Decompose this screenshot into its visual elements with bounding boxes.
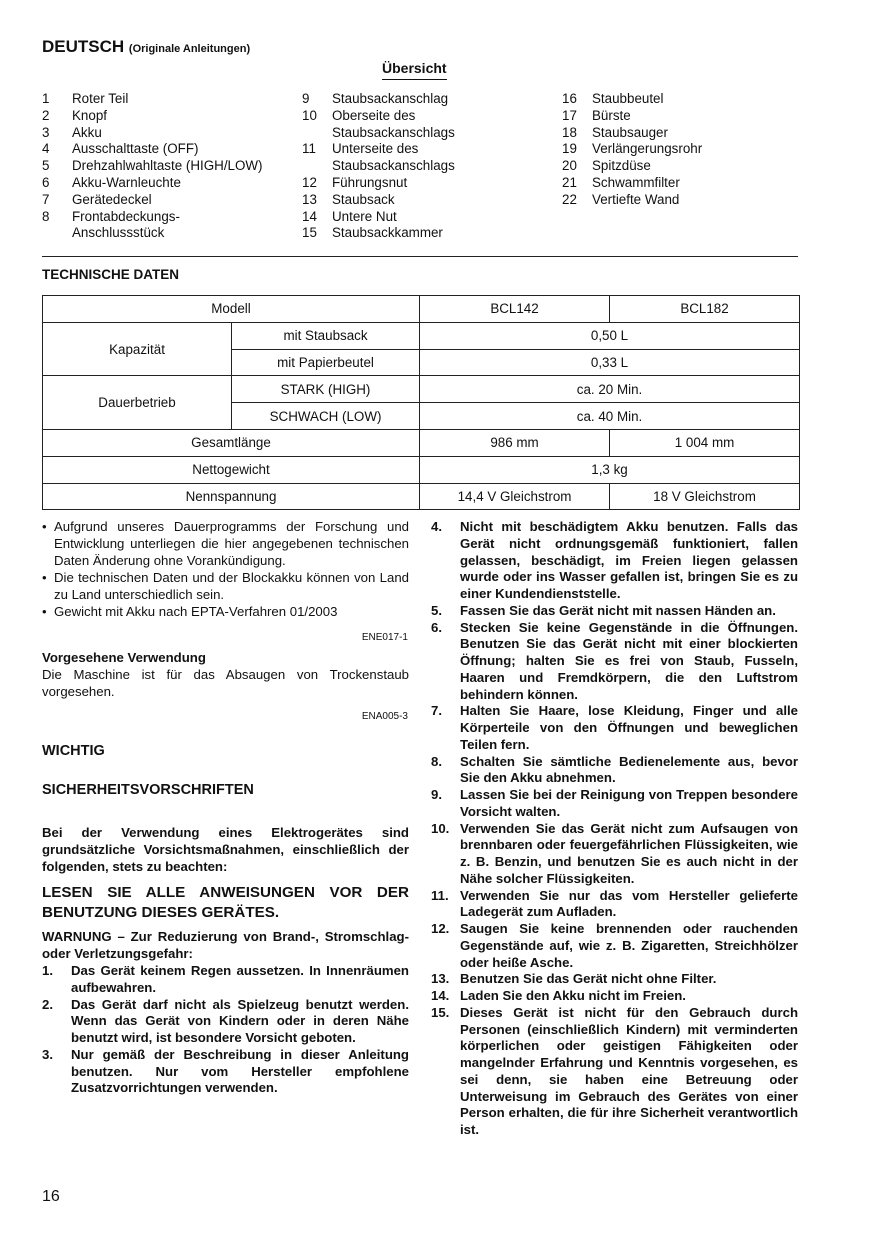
list-item bbox=[42, 570, 409, 604]
item-label: Roter Teil bbox=[72, 91, 129, 106]
list-item bbox=[431, 971, 798, 988]
item-label: Frontabdeckungs- bbox=[72, 208, 180, 224]
item-number: 10. bbox=[431, 820, 450, 836]
list-item bbox=[562, 125, 812, 142]
safety-list-right bbox=[431, 519, 798, 1139]
list-item bbox=[42, 91, 292, 108]
list-item bbox=[562, 141, 812, 158]
item-label: Führungsnut bbox=[332, 174, 408, 190]
list-item bbox=[431, 921, 798, 971]
item-text: Schalten Sie sämtliche Bedienelemente aus, bevor Sie den Akku abnehmen. bbox=[460, 753, 798, 786]
list-item bbox=[302, 158, 552, 175]
table-cell: STARK (HIGH) bbox=[232, 376, 420, 403]
intended-use bbox=[42, 650, 409, 701]
item-number: 21 bbox=[562, 174, 577, 190]
important-heading: WICHTIG bbox=[42, 743, 105, 759]
item-text: Nicht mit beschädigtem Akku benutzen. Falls das Gerät nicht ordnungsgemäß funktioniert, fallen gelassen, beschädigt, im Freien liegen gelassen wurde oder ins Wasser gefallen ist, bringen Sie es zu einer Kundendienststelle. bbox=[460, 519, 798, 601]
list-item bbox=[42, 192, 292, 209]
table-row bbox=[43, 296, 800, 323]
item-number: 7. bbox=[431, 703, 442, 719]
overview-title: Übersicht bbox=[382, 60, 447, 80]
bullet-icon: • bbox=[42, 569, 47, 585]
list-item bbox=[302, 209, 552, 226]
list-item bbox=[42, 997, 409, 1047]
section-divider bbox=[42, 256, 798, 257]
table-cell: ca. 20 Min. bbox=[420, 376, 800, 403]
item-number: 15. bbox=[431, 1004, 450, 1020]
table-cell: 986 mm bbox=[420, 429, 610, 456]
read-all-heading: LESEN SIE ALLE ANWEISUNGEN VOR DER BENUTZUNG DIESES GERÄTES. bbox=[42, 884, 409, 921]
item-label: Staubsackanschlag bbox=[332, 91, 449, 106]
list-item bbox=[302, 125, 552, 142]
list-item bbox=[302, 108, 552, 125]
item-label: Verlängerungsrohr bbox=[592, 141, 703, 157]
list-item bbox=[562, 192, 812, 209]
item-label: Drehzahlwahltaste (HIGH/LOW) bbox=[72, 158, 263, 174]
item-number: 8. bbox=[431, 753, 442, 769]
item-text: Laden Sie den Akku nicht im Freien. bbox=[460, 988, 686, 1003]
item-number: 6 bbox=[42, 174, 50, 190]
safety-intro: Bei der Verwendung eines Elektrogerätes sind grundsätzliche Vorsichtsmaßnahmen, einschließlich der folgenden, stets zu beachten: bbox=[42, 825, 409, 874]
item-number: 6. bbox=[431, 619, 442, 635]
item-text: Das Gerät darf nicht als Spielzeug benutzt werden. Wenn das Gerät von Kindern oder in deren Nähe benutzt wird, ist besondere Vorsicht geboten. bbox=[71, 996, 409, 1045]
item-number: 15 bbox=[302, 225, 317, 241]
list-item bbox=[562, 91, 812, 108]
table-cell: ca. 40 Min. bbox=[420, 403, 800, 430]
item-number bbox=[42, 225, 72, 242]
list-item bbox=[42, 604, 409, 621]
item-number: 16 bbox=[562, 91, 577, 106]
warning-text: WARNUNG – Zur Reduzierung von Brand-, Stromschlag- oder Verletzungsgefahr: bbox=[42, 929, 409, 961]
list-item bbox=[42, 1047, 409, 1097]
item-number: 17 bbox=[562, 107, 577, 123]
item-number: 12. bbox=[431, 921, 450, 936]
table-row bbox=[43, 376, 800, 403]
technical-data-table bbox=[42, 295, 800, 510]
list-item bbox=[562, 108, 812, 125]
item-label: Spitzdüse bbox=[592, 158, 651, 174]
item-number: 3 bbox=[42, 124, 50, 140]
list-item bbox=[42, 519, 409, 570]
list-item bbox=[431, 603, 798, 620]
item-number: 11 bbox=[302, 141, 316, 157]
table-cell: BCL182 bbox=[610, 296, 800, 323]
item-label: Gerätedeckel bbox=[72, 191, 152, 207]
table-row bbox=[43, 429, 800, 456]
reference-code: ENE017-1 bbox=[361, 632, 408, 643]
item-label: Staubsackanschlags bbox=[332, 158, 455, 174]
item-label: Staubsackkammer bbox=[332, 225, 443, 241]
list-item bbox=[562, 158, 812, 175]
item-number: 8 bbox=[42, 208, 50, 224]
item-label: Schwammfilter bbox=[592, 174, 680, 190]
table-cell: Gesamtlänge bbox=[43, 429, 420, 456]
item-number: 14 bbox=[302, 208, 317, 224]
table-cell: 14,4 V Gleichstrom bbox=[420, 483, 610, 510]
item-label: Knopf bbox=[72, 107, 107, 123]
item-text: Benutzen Sie das Gerät nicht ohne Filter. bbox=[460, 971, 717, 987]
list-item bbox=[302, 225, 552, 242]
list-item bbox=[431, 1005, 798, 1139]
overview-column-2 bbox=[302, 91, 552, 242]
language-subtitle: (Originale Anleitungen) bbox=[128, 43, 251, 55]
item-number: 3. bbox=[42, 1046, 53, 1062]
item-text: Das Gerät keinem Regen aussetzen. In Innenräumen aufbewahren. bbox=[71, 963, 409, 995]
table-cell: 1 004 mm bbox=[610, 429, 800, 456]
list-item bbox=[42, 963, 409, 997]
table-row bbox=[43, 483, 800, 510]
item-text: Lassen Sie bei der Reinigung von Treppen besondere Vorsicht walten. bbox=[460, 787, 798, 819]
item-number: 10 bbox=[302, 107, 317, 123]
specification-notes bbox=[42, 519, 409, 620]
item-label: Staubbeutel bbox=[592, 91, 664, 106]
list-item bbox=[302, 175, 552, 192]
list-item bbox=[302, 192, 552, 209]
item-number bbox=[302, 158, 332, 175]
item-text: Dieses Gerät ist nicht für den Gebrauch durch Personen (einschließlich Kindern) mit verminderten körperlichen oder geistigen Fähigkeiten oder mangelnder Erfahrung und Kenntnis vorgesehen, es sei denn, sie haben eine Betreuung oder Unterweisung im Gebrauch des Gerätes von einer Person erhalten, die für ihre Sicherheit verantwortlich ist. bbox=[460, 1004, 798, 1137]
list-item bbox=[302, 141, 552, 158]
list-item bbox=[431, 787, 798, 821]
list-item bbox=[431, 821, 798, 888]
item-number: 12 bbox=[302, 174, 317, 190]
table-cell: Nettogewicht bbox=[43, 456, 420, 483]
table-row bbox=[43, 456, 800, 483]
list-item bbox=[42, 158, 292, 175]
table-cell: mit Papierbeutel bbox=[232, 349, 420, 376]
list-item bbox=[42, 209, 292, 226]
table-cell: 0,33 L bbox=[420, 349, 800, 376]
item-label: Ausschalttaste (OFF) bbox=[72, 141, 199, 157]
list-item bbox=[42, 175, 292, 192]
table-cell: Kapazität bbox=[43, 322, 232, 376]
item-number: 4. bbox=[431, 519, 442, 534]
item-number: 1. bbox=[42, 963, 53, 978]
item-number bbox=[302, 125, 332, 142]
item-text: Halten Sie Haare, lose Kleidung, Finger und alle Körperteile von den Öffnungen und beweglichen Teilen fern. bbox=[460, 703, 798, 752]
section-language-title bbox=[42, 37, 250, 57]
list-item bbox=[562, 175, 812, 192]
item-number: 2 bbox=[42, 107, 50, 123]
item-number: 13 bbox=[302, 191, 317, 207]
list-item bbox=[431, 703, 798, 753]
list-item bbox=[431, 988, 798, 1005]
table-cell: BCL142 bbox=[420, 296, 610, 323]
item-number: 18 bbox=[562, 124, 577, 140]
table-cell: Dauerbetrieb bbox=[43, 376, 232, 430]
safety-list-left bbox=[42, 963, 409, 1097]
item-text: Verwenden Sie nur das vom Hersteller gelieferte Ladegerät zum Aufladen. bbox=[460, 887, 798, 920]
overview-column-1 bbox=[42, 91, 292, 242]
table-cell: 18 V Gleichstrom bbox=[610, 483, 800, 510]
language-label: DEUTSCH bbox=[42, 37, 125, 56]
intended-use-title: Vorgesehene Verwendung bbox=[42, 650, 206, 665]
item-number: 19 bbox=[562, 141, 577, 157]
safety-heading: SICHERHEITSVORSCHRIFTEN bbox=[42, 782, 254, 798]
item-number: 9 bbox=[302, 91, 310, 106]
list-item bbox=[42, 125, 292, 142]
list-item bbox=[431, 888, 798, 922]
intended-use-text: Die Maschine ist für das Absaugen von Trockenstaub vorgesehen. bbox=[42, 666, 409, 699]
table-cell: Modell bbox=[43, 296, 420, 323]
item-number: 13. bbox=[431, 971, 450, 987]
table-cell: mit Staubsack bbox=[232, 322, 420, 349]
table-row bbox=[43, 322, 800, 349]
item-number: 7 bbox=[42, 191, 50, 207]
item-number: 9. bbox=[431, 787, 442, 802]
technical-data-title: TECHNISCHE DATEN bbox=[42, 267, 180, 282]
item-label: Vertiefte Wand bbox=[592, 191, 680, 207]
item-text: Stecken Sie keine Gegenstände in die Öffnungen. Benutzen Sie das Gerät nicht mit einer blockierten Öffnung; halten Sie es frei von Staub, Fusseln, Haaren und Fremdkörpern, die den Luftstrom behindern können. bbox=[460, 619, 798, 702]
item-label: Unterseite des bbox=[332, 141, 419, 157]
list-item bbox=[302, 91, 552, 108]
item-label: Akku-Warnleuchte bbox=[72, 174, 181, 190]
bullet-icon: • bbox=[42, 603, 47, 619]
page-number: 16 bbox=[42, 1188, 60, 1205]
list-item bbox=[431, 519, 798, 603]
item-number: 5. bbox=[431, 602, 442, 618]
table-cell: 1,3 kg bbox=[420, 456, 800, 483]
item-label: Anschlussstück bbox=[72, 225, 165, 241]
item-label: Oberseite des bbox=[332, 107, 416, 123]
list-item bbox=[42, 108, 292, 125]
table-cell: Nennspannung bbox=[43, 483, 420, 510]
item-text: Nur gemäß der Beschreibung in dieser Anleitung benutzen. Nur vom Hersteller empfohlene Zusatzvorrichtungen verwenden. bbox=[71, 1046, 409, 1096]
item-label: Staubsack bbox=[332, 191, 395, 207]
item-number: 11. bbox=[431, 887, 449, 903]
item-label: Staubsauger bbox=[592, 124, 668, 140]
item-number: 22 bbox=[562, 191, 577, 207]
note-text: Gewicht mit Akku nach EPTA-Verfahren 01/2003 bbox=[54, 603, 338, 619]
table-cell: 0,50 L bbox=[420, 322, 800, 349]
item-number: 20 bbox=[562, 158, 577, 174]
item-label: Akku bbox=[72, 124, 102, 140]
item-number: 1 bbox=[42, 91, 50, 106]
item-text: Saugen Sie keine brennenden oder rauchenden Gegenstände auf, wie z. B. Zigaretten, Streichhölzer oder heiße Asche. bbox=[460, 921, 798, 970]
item-number: 4 bbox=[42, 141, 50, 157]
overview-column-3 bbox=[562, 91, 812, 209]
list-item bbox=[42, 141, 292, 158]
item-number: 14. bbox=[431, 988, 450, 1003]
reference-code: ENA005-3 bbox=[361, 711, 408, 722]
item-text: Verwenden Sie das Gerät nicht zum Aufsaugen von brennbaren oder feuergefährlichen Flüssigkeiten, wie z. B. Benzin, und benutzen Sie es auch nicht in der Nähe solcher Flüssigkeiten. bbox=[460, 820, 798, 886]
item-text: Fassen Sie das Gerät nicht mit nassen Händen an. bbox=[460, 602, 776, 618]
bullet-icon: • bbox=[42, 519, 47, 534]
item-label: Bürste bbox=[592, 107, 631, 123]
item-number: 2. bbox=[42, 996, 53, 1012]
list-item bbox=[431, 754, 798, 788]
list-item bbox=[431, 620, 798, 704]
table-cell: SCHWACH (LOW) bbox=[232, 403, 420, 430]
item-label: Untere Nut bbox=[332, 208, 397, 224]
list-item bbox=[42, 225, 292, 242]
note-text: Aufgrund unseres Dauerprogramms der Forschung und Entwicklung unterliegen die hier angegebenen technischen Daten Änderung ohne Vorankündigung. bbox=[54, 519, 409, 568]
item-number: 5 bbox=[42, 158, 50, 174]
item-label: Staubsackanschlags bbox=[332, 124, 455, 140]
note-text: Die technischen Daten und der Blockakku können von Land zu Land unterschiedlich sein. bbox=[54, 569, 409, 602]
